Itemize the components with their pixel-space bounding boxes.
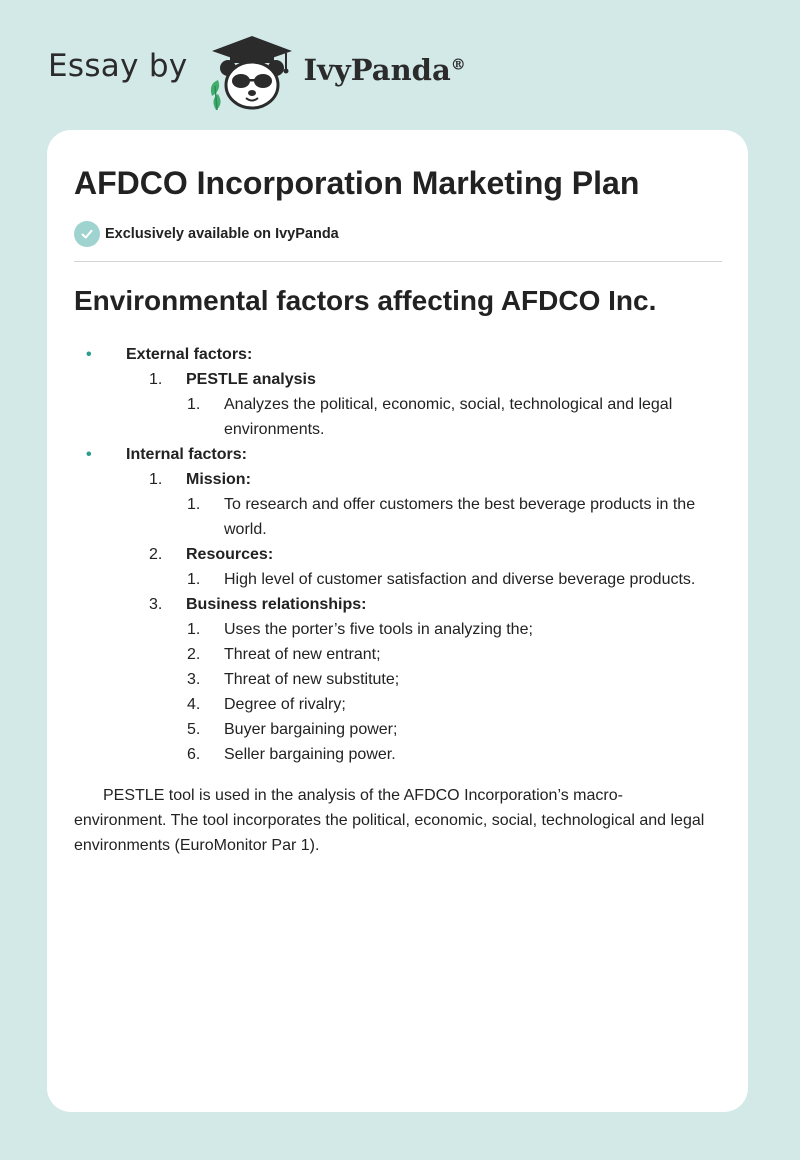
brand-header [48,34,466,114]
list-item-text: environments. [224,421,325,438]
list-number: 4. [187,696,201,713]
exclusive-badge [74,221,339,247]
list-item-label: Resources: [186,546,274,563]
list-number: 2. [187,646,201,663]
bullet-icon: • [86,346,92,363]
list-item-resources-detail [74,567,724,592]
list-item-business-relationships [74,592,724,617]
checkmark-icon [74,221,100,247]
list-item-text: Buyer bargaining power; [224,721,398,738]
page-title: AFDCO Incorporation Marketing Plan [74,165,640,201]
registered-mark: ® [450,55,466,74]
list-item-label: External factors: [126,346,253,363]
list-item-mission [74,467,724,492]
list-item-text: Analyzes the political, economic, social, technological and legal [224,396,673,413]
list-number: 1. [187,496,201,513]
list-item-text: Threat of new entrant; [224,646,381,663]
list-number: 5. [187,721,201,738]
list-item-continuation [74,517,724,542]
list-number: 1. [187,396,201,413]
list-number: 1. [149,371,163,388]
list-item-relationship-3 [74,667,724,692]
list-item-pestle [74,367,724,392]
list-number: 1. [187,621,201,638]
list-item-relationship-2 [74,642,724,667]
list-number: 2. [149,546,163,563]
section-heading: Environmental factors affecting AFDCO Inc. [74,285,657,316]
list-number: 1. [149,471,163,488]
list-item-resources [74,542,724,567]
list-item-text: To research and offer customers the best beverage products in the [224,496,696,513]
divider [74,261,722,262]
list-item-label: PESTLE analysis [186,371,316,388]
list-item-text: High level of customer satisfaction and diverse beverage products. [224,571,696,588]
list-item-text: Uses the porter’s five tools in analyzing the; [224,621,533,638]
brand-prefix: Essay by [48,48,188,84]
list-number: 3. [187,671,201,688]
brand-name [304,53,466,87]
list-item-relationship-4 [74,692,724,717]
list-item-label: Internal factors: [126,446,247,463]
list-item-internal-factors [74,442,724,467]
list-item-text: world. [224,521,267,538]
panda-graduate-logo-icon [206,34,298,114]
factors-outline [74,342,724,767]
list-item-external-factors [74,342,724,367]
list-item-relationship-5 [74,717,724,742]
essay-card [47,130,748,1112]
list-item-pestle-detail [74,392,724,417]
brand-name-text: IvyPanda [303,53,451,87]
list-item-text: Threat of new substitute; [224,671,400,688]
list-number: 1. [187,571,201,588]
exclusive-label: Exclusively available on IvyPanda [105,226,339,242]
bullet-icon: • [86,446,92,463]
list-item-label: Mission: [186,471,251,488]
list-item-continuation [74,417,724,442]
list-number: 6. [187,746,201,763]
list-item-label: Business relationships: [186,596,367,613]
body-paragraph: PESTLE tool is used in the analysis of the AFDCO Incorporation’s macro-environment. The tool incorporates the political, economic, social, technological and legal environments (EuroMonitor Par 1). [74,787,705,854]
list-item-mission-detail [74,492,724,517]
list-number: 3. [149,596,163,613]
list-item-text: Degree of rivalry; [224,696,346,713]
list-item-relationship-6 [74,742,724,767]
list-item-text: Seller bargaining power. [224,746,396,763]
list-item-relationship-1 [74,617,724,642]
